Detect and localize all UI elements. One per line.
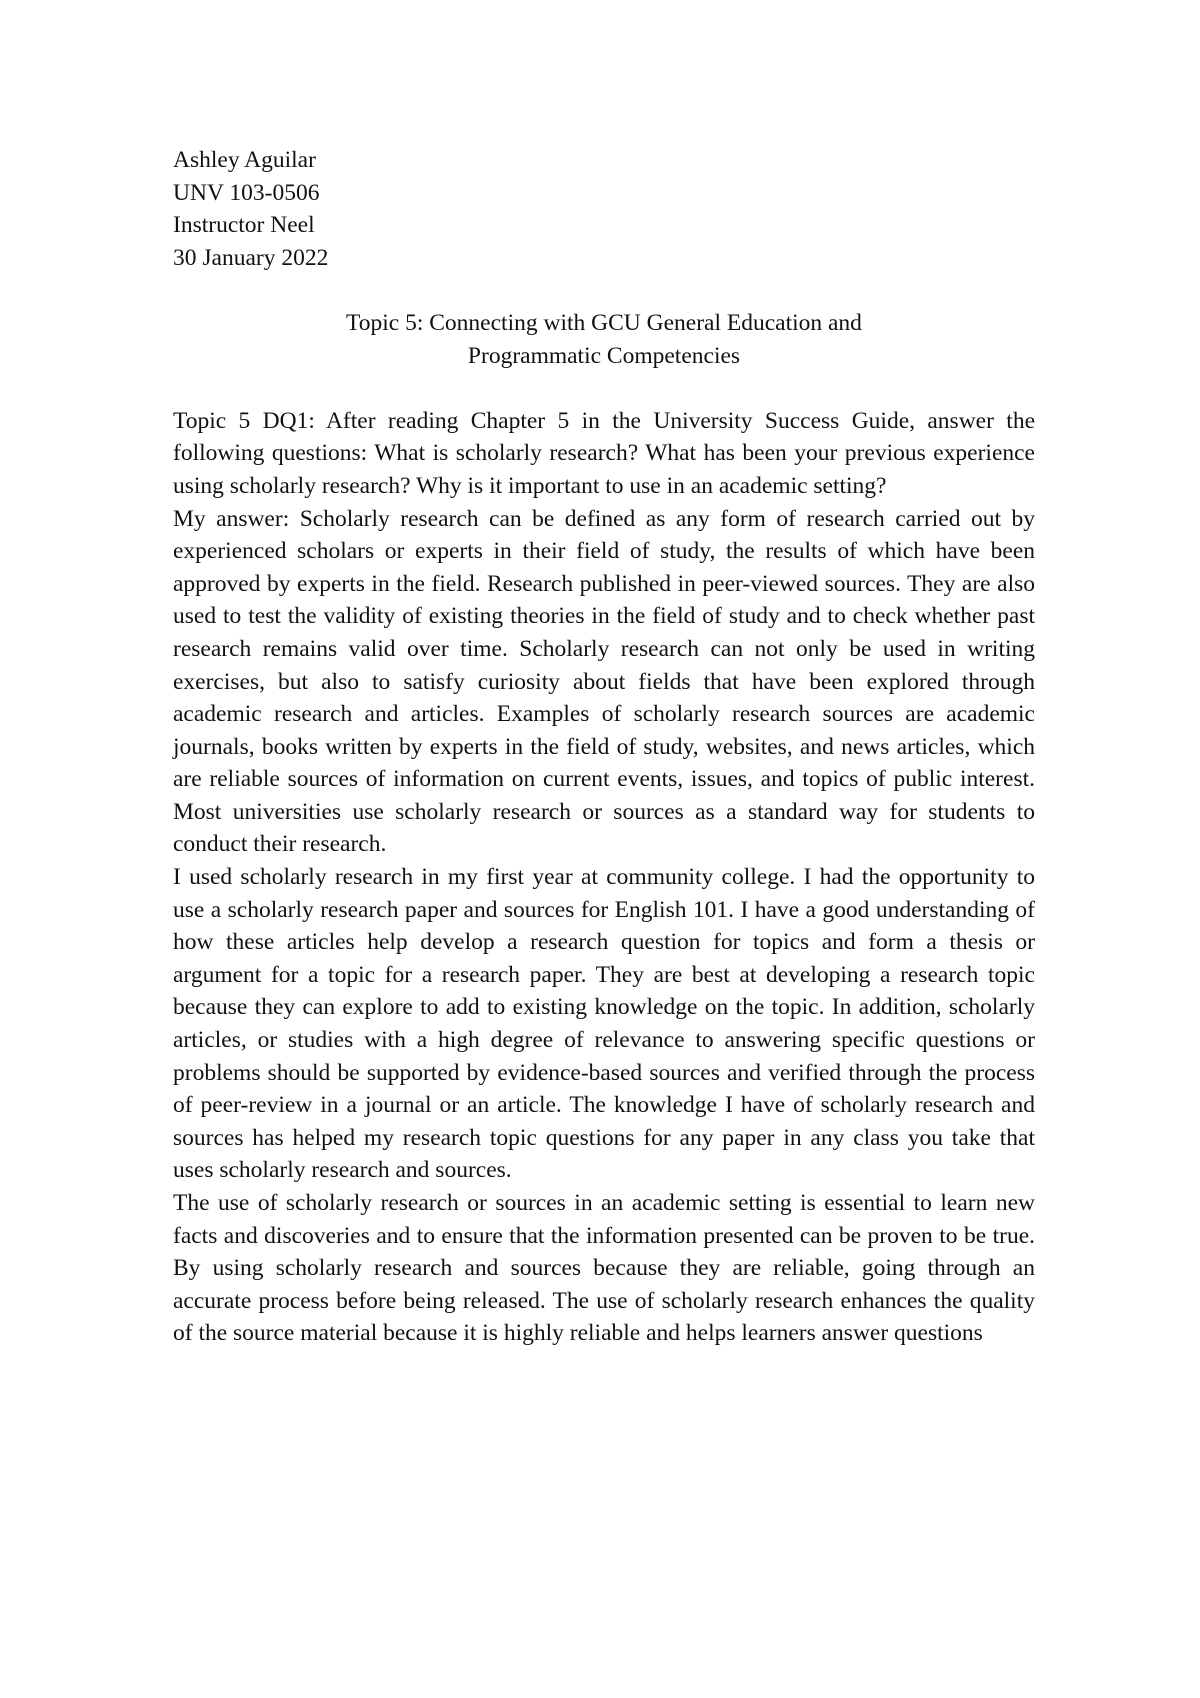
instructor-name: Instructor Neel [173,212,315,239]
document-title [173,307,1035,372]
student-name: Ashley Aguilar [173,147,316,173]
document-body [173,405,1035,1350]
answer-paragraph-2: I used scholarly research in my first year at community college. I had the opportunity to use a scholarly research paper and sources for English 101. I have a good understanding of how these articles help develop a research question for topics and form a thesis or argument for a topic for a research paper. They are best at developing a research topic because they can explore to add to existing knowledge on the topic. In addition, scholarly articles, or studies with a high degree of relevance to answering specific questions or problems should be supported by evidence-based sources and verified through the process of peer-review in a journal or an article. The knowledge I have of scholarly research and sources has helped my research topic questions for any paper in any class you take that uses scholarly research and sources. [173,864,1035,1184]
document-header [173,144,1035,274]
title-line-2: Programmatic Competencies [467,342,741,369]
title-line-1: Topic 5: Connecting with GCU General Education and [346,309,862,336]
course-code: UNV 103-0506 [173,179,320,206]
answer-paragraph-3: The use of scholarly research or sources in an academic setting is essential to learn new facts and discoveries and to ensure that the information presented can be proven to be true. By using scholarly research and sources because they are reliable, going through an accurate process before being released. The use of scholarly research enhances the quality of the source material because it is highly reliable and helps learners answer questions [173,1190,1035,1347]
discussion-question: Topic 5 DQ1: After reading Chapter 5 in the University Success Guide, answer the following questions: What is scholarly research? What has been your previous experience using scholarly research? Why is it important to use in an academic setting? [173,407,1035,499]
document-date: 30 January 2022 [173,244,329,271]
answer-paragraph-1: My answer: Scholarly research can be defined as any form of research carried out by experienced scholars or experts in their field of study, the results of which have been approved by experts in the field. Research published in peer-viewed sources. They are also used to test the validity of existing theories in the field of study and to check whether past research remains valid over time. Scholarly research can not only be used in writing exercises, but also to satisfy curiosity about fields that have been explored through academic research and articles. Examples of scholarly research sources are academic journals, books written by experts in the field of study, websites, and news articles, which are reliable sources of information on current events, issues, and topics of public interest. Most universities use scholarly research or sources as a standard way for students to conduct their research. [173,505,1035,858]
